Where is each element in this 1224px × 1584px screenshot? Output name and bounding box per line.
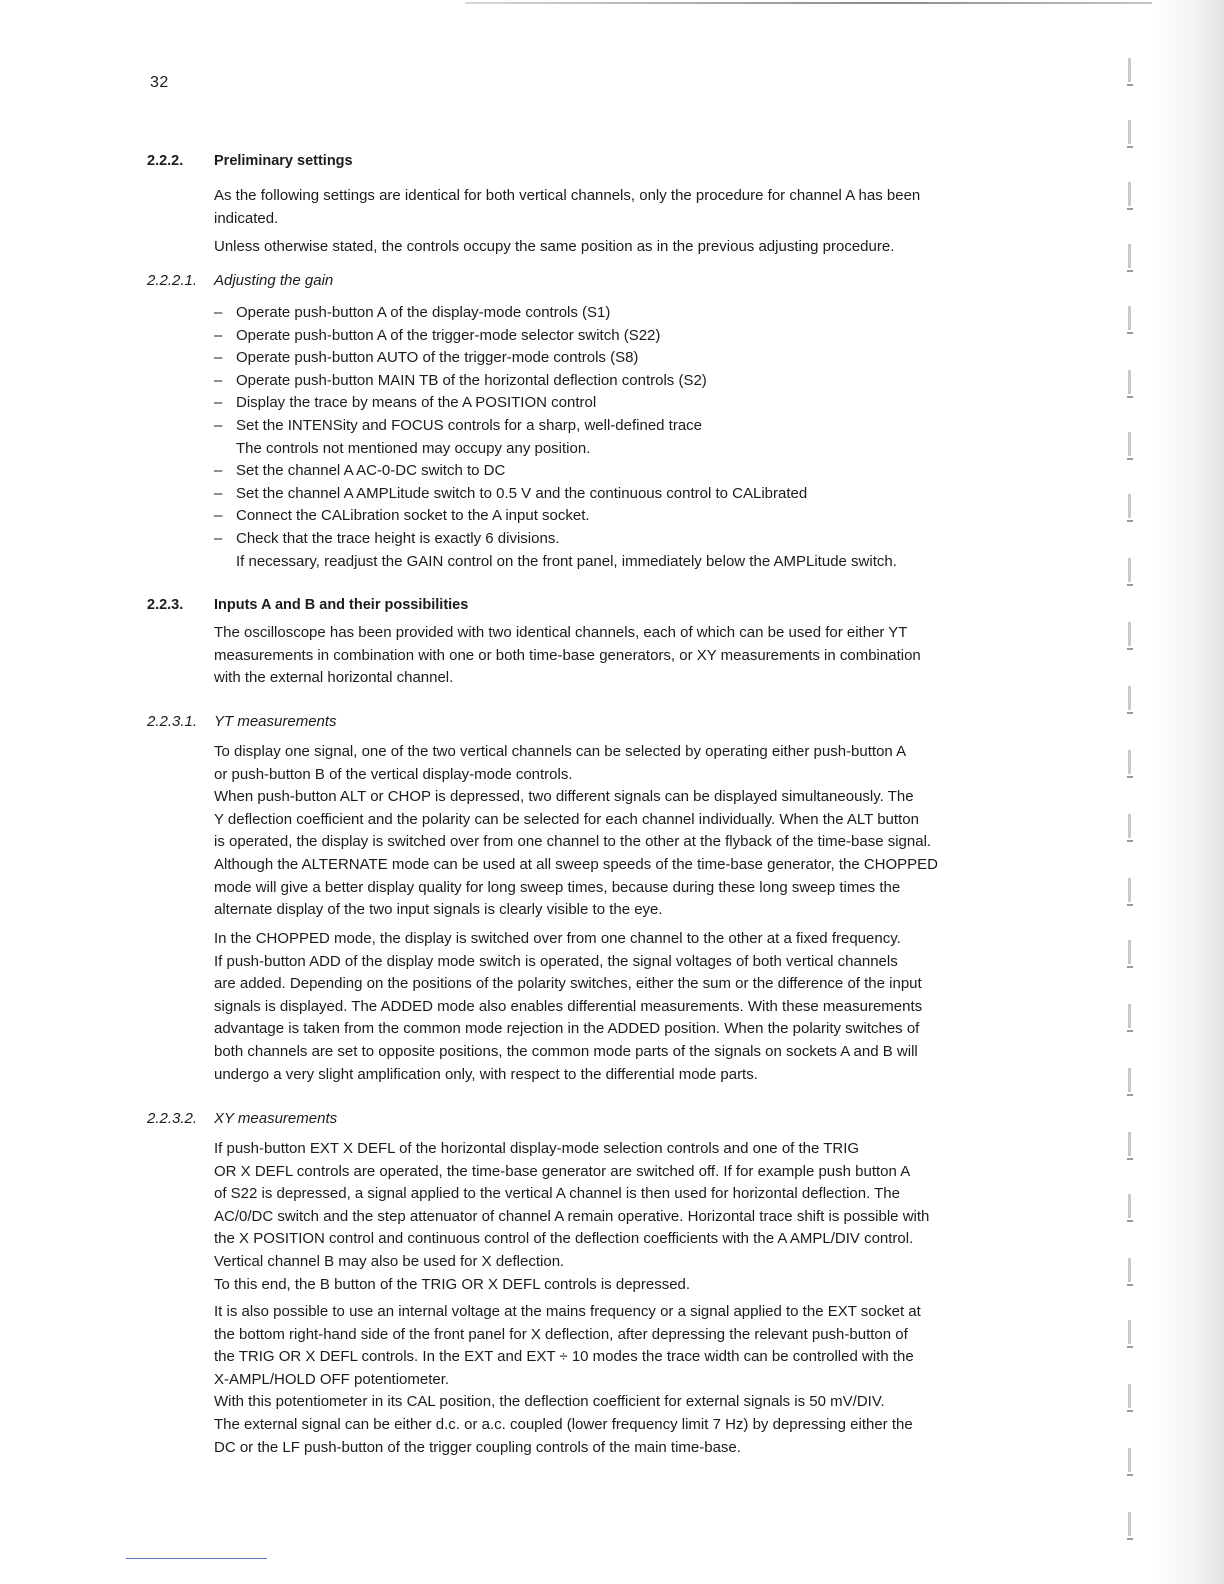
footnote-rule	[126, 1558, 267, 1559]
margin-tick	[1127, 146, 1133, 148]
body-line: The external signal can be either d.c. or a.c. coupled (lower frequency limit 7 Hz) by depressing either the	[214, 1415, 913, 1433]
margin-tick-bar	[1128, 1448, 1131, 1472]
margin-tick-bar	[1128, 558, 1131, 582]
margin-tick	[1127, 520, 1133, 522]
list-item: – Set the channel A AC-0-DC switch to DC	[214, 462, 506, 480]
margin-tick	[1127, 712, 1133, 714]
body-line: with the external horizontal channel.	[214, 669, 454, 687]
page-number: 32	[150, 74, 169, 91]
body-line: advantage is taken from the common mode rejection in the ADDED position. When the polarity switches of	[214, 1020, 920, 1038]
section-number: 2.2.3.2.	[147, 1110, 198, 1127]
margin-tick	[1127, 1538, 1133, 1540]
body-line: To display one signal, one of the two vertical channels can be selected by operating either push-button A	[214, 743, 907, 760]
gain-procedure-list	[214, 302, 1054, 573]
margin-tick-bar	[1128, 1194, 1131, 1218]
body-line: the X POSITION control and continuous control of the deflection coefficients with the A AMPL/DIV control.	[214, 1230, 914, 1248]
body-line: signals is displayed. The ADDED mode also enables differential measurements. With these measurements	[214, 997, 923, 1015]
body-line: X-AMPL/HOLD OFF potentiometer.	[214, 1370, 450, 1388]
margin-tick-bar	[1128, 432, 1131, 456]
margin-tick	[1127, 332, 1133, 334]
margin-tick-bar	[1128, 878, 1131, 902]
section-heading-2-2-2	[147, 150, 353, 173]
margin-tick-bar	[1128, 1320, 1131, 1344]
body-line: or push-button B of the vertical display-mode controls.	[214, 765, 573, 783]
body-line: Vertical channel B may also be used for X deflection.	[214, 1252, 565, 1270]
list-item: – Set the channel A AMPLitude switch to 0.5 V and the continuous control to CALibrated	[214, 484, 808, 502]
margin-tick	[1127, 776, 1133, 778]
list-item: – Check that the trace height is exactly 6 divisions.	[214, 529, 560, 547]
body-line: the TRIG OR X DEFL controls. In the EXT and EXT ÷ 10 modes the trace width can be controlled with the	[214, 1348, 914, 1366]
list-item: – Operate push-button A of the trigger-mode selector switch (S22)	[214, 326, 661, 344]
list-item-continuation: If necessary, readjust the GAIN control on the front panel, immediately below the AMPLitude switch.	[236, 552, 897, 570]
section-heading-2-2-2-1	[147, 270, 333, 293]
list-item: – Operate push-button AUTO of the trigger-mode controls (S8)	[214, 349, 639, 367]
body-line: In the CHOPPED mode, the display is switched over from one channel to the other at a fixed frequency.	[214, 930, 901, 947]
body-line: If push-button EXT X DEFL of the horizontal display-mode selection controls and one of the TRIG	[214, 1140, 860, 1157]
scan-right-margin	[1152, 0, 1224, 1584]
margin-tick	[1127, 966, 1133, 968]
margin-tick-bar	[1128, 814, 1131, 838]
margin-tick	[1127, 458, 1133, 460]
list-item: – Operate push-button A of the display-mode controls (S1)	[214, 304, 611, 321]
margin-tick	[1127, 1094, 1133, 1096]
margin-tick	[1127, 840, 1133, 842]
margin-tick	[1127, 270, 1133, 272]
section-heading-2-2-3-2	[147, 1108, 337, 1131]
body-line: Unless otherwise stated, the controls occupy the same position as in the previous adjusting procedure.	[214, 238, 895, 256]
body-line: indicated.	[214, 209, 279, 227]
body-line: the bottom right-hand side of the front panel for X deflection, after depressing the relevant push-button of	[214, 1325, 908, 1343]
list-item: – Set the INTENSity and FOCUS controls for a sharp, well-defined trace	[214, 416, 703, 434]
body-line: measurements in combination with one or both time-base generators, or XY measurements in combination	[214, 646, 921, 664]
margin-tick-bar	[1128, 1384, 1131, 1408]
body-line: undergo a very slight amplification only, with respect to the differential mode parts.	[214, 1065, 758, 1083]
margin-tick	[1127, 648, 1133, 650]
section-number: 2.2.3.1.	[147, 713, 198, 730]
scan-edge-line	[465, 2, 1165, 4]
body-line: AC/0/DC switch and the step attenuator of channel A remain operative. Horizontal trace shift is possible with	[214, 1207, 930, 1225]
body-line: OR X DEFL controls are operated, the time-base generator are switched off. If for example push button A	[214, 1162, 911, 1180]
margin-tick-bar	[1128, 58, 1131, 82]
margin-tick-bar	[1128, 1068, 1131, 1092]
body-line: Although the ALTERNATE mode can be used at all sweep speeds of the time-base generator, the CHOPPED	[214, 855, 939, 873]
body-line: It is also possible to use an internal voltage at the mains frequency or a signal applied to the EXT socket at	[214, 1303, 921, 1320]
margin-tick	[1127, 1346, 1133, 1348]
section-heading-2-2-3	[147, 594, 468, 617]
section-body-2-2-2	[214, 185, 1054, 259]
body-line: The oscilloscope has been provided with two identical channels, each of which can be used for either YT	[214, 624, 908, 641]
body-line: As the following settings are identical for both vertical channels, only the procedure for channel A has been	[214, 187, 921, 204]
xy-paragraph-1	[214, 1138, 1054, 1296]
body-line: are added. Depending on the positions of the polarity switches, either the sum or the difference of the input	[214, 975, 922, 993]
margin-tick-bar	[1128, 120, 1131, 144]
margin-tick-bar	[1128, 686, 1131, 710]
margin-tick-bar	[1128, 1132, 1131, 1156]
margin-tick-bar	[1128, 940, 1131, 964]
section-number: 2.2.2.	[147, 153, 184, 169]
margin-tick-bar	[1128, 1004, 1131, 1028]
margin-tick	[1127, 904, 1133, 906]
section-title: Inputs A and B and their possibilities	[214, 597, 469, 613]
list-item: – Operate push-button MAIN TB of the horizontal deflection controls (S2)	[214, 371, 707, 389]
body-line: If push-button ADD of the display mode switch is operated, the signal voltages of both vertical channels	[214, 952, 898, 970]
margin-tick-bar	[1128, 622, 1131, 646]
body-line: With this potentiometer in its CAL position, the deflection coefficient for external signals is 50 mV/DIV.	[214, 1393, 885, 1411]
margin-tick	[1127, 1410, 1133, 1412]
margin-tick-bar	[1128, 244, 1131, 268]
body-line: To this end, the B button of the TRIG OR X DEFL controls is depressed.	[214, 1275, 691, 1293]
margin-tick-bar	[1128, 1512, 1131, 1536]
margin-tick	[1127, 1220, 1133, 1222]
margin-tick-bar	[1128, 370, 1131, 394]
margin-tick	[1127, 1284, 1133, 1286]
section-body-2-2-3	[214, 622, 1054, 690]
body-line: alternate display of the two input signals is clearly visible to the eye.	[214, 901, 663, 919]
list-item: – Connect the CALibration socket to the A input socket.	[214, 507, 590, 525]
xy-paragraph-2	[214, 1301, 1054, 1459]
margin-tick	[1127, 396, 1133, 398]
section-title: YT measurements	[214, 713, 337, 730]
section-number: 2.2.2.1.	[147, 272, 198, 289]
body-line: both channels are set to opposite positions, the common mode parts of the signals on sockets A and B will	[214, 1042, 918, 1060]
margin-tick	[1127, 1474, 1133, 1476]
body-line: is operated, the display is switched over from one channel to the other at the flyback of the time-base signal.	[214, 833, 932, 851]
yt-paragraph-2	[214, 928, 1054, 1086]
margin-tick-bar	[1128, 306, 1131, 330]
list-item: – Display the trace by means of the A POSITION control	[214, 394, 597, 412]
margin-tick-bar	[1128, 494, 1131, 518]
margin-tick	[1127, 1030, 1133, 1032]
section-title: Preliminary settings	[214, 153, 353, 169]
margin-tick	[1127, 1158, 1133, 1160]
section-title: Adjusting the gain	[214, 272, 334, 289]
body-line: mode will give a better display quality for long sweep times, because during these long sweep times the	[214, 878, 901, 896]
body-line: of S22 is depressed, a signal applied to the vertical A channel is then used for horizontal deflection. The	[214, 1185, 900, 1203]
margin-tick-bar	[1128, 750, 1131, 774]
margin-tick-bar	[1128, 1258, 1131, 1282]
body-line: Y deflection coefficient and the polarity can be selected for each channel individually. When the ALT button	[214, 810, 919, 828]
section-heading-2-2-3-1	[147, 711, 337, 734]
list-item-continuation: The controls not mentioned may occupy any position.	[236, 439, 591, 457]
section-number: 2.2.3.	[147, 597, 184, 613]
yt-paragraph-1	[214, 741, 1054, 922]
margin-tick-bar	[1128, 182, 1131, 206]
section-title: XY measurements	[214, 1110, 338, 1127]
margin-tick	[1127, 584, 1133, 586]
margin-tick	[1127, 84, 1133, 86]
margin-tick	[1127, 208, 1133, 210]
body-line: DC or the LF push-button of the trigger coupling controls of the main time-base.	[214, 1438, 741, 1456]
body-line: When push-button ALT or CHOP is depressed, two different signals can be displayed simultaneously. The	[214, 788, 914, 806]
